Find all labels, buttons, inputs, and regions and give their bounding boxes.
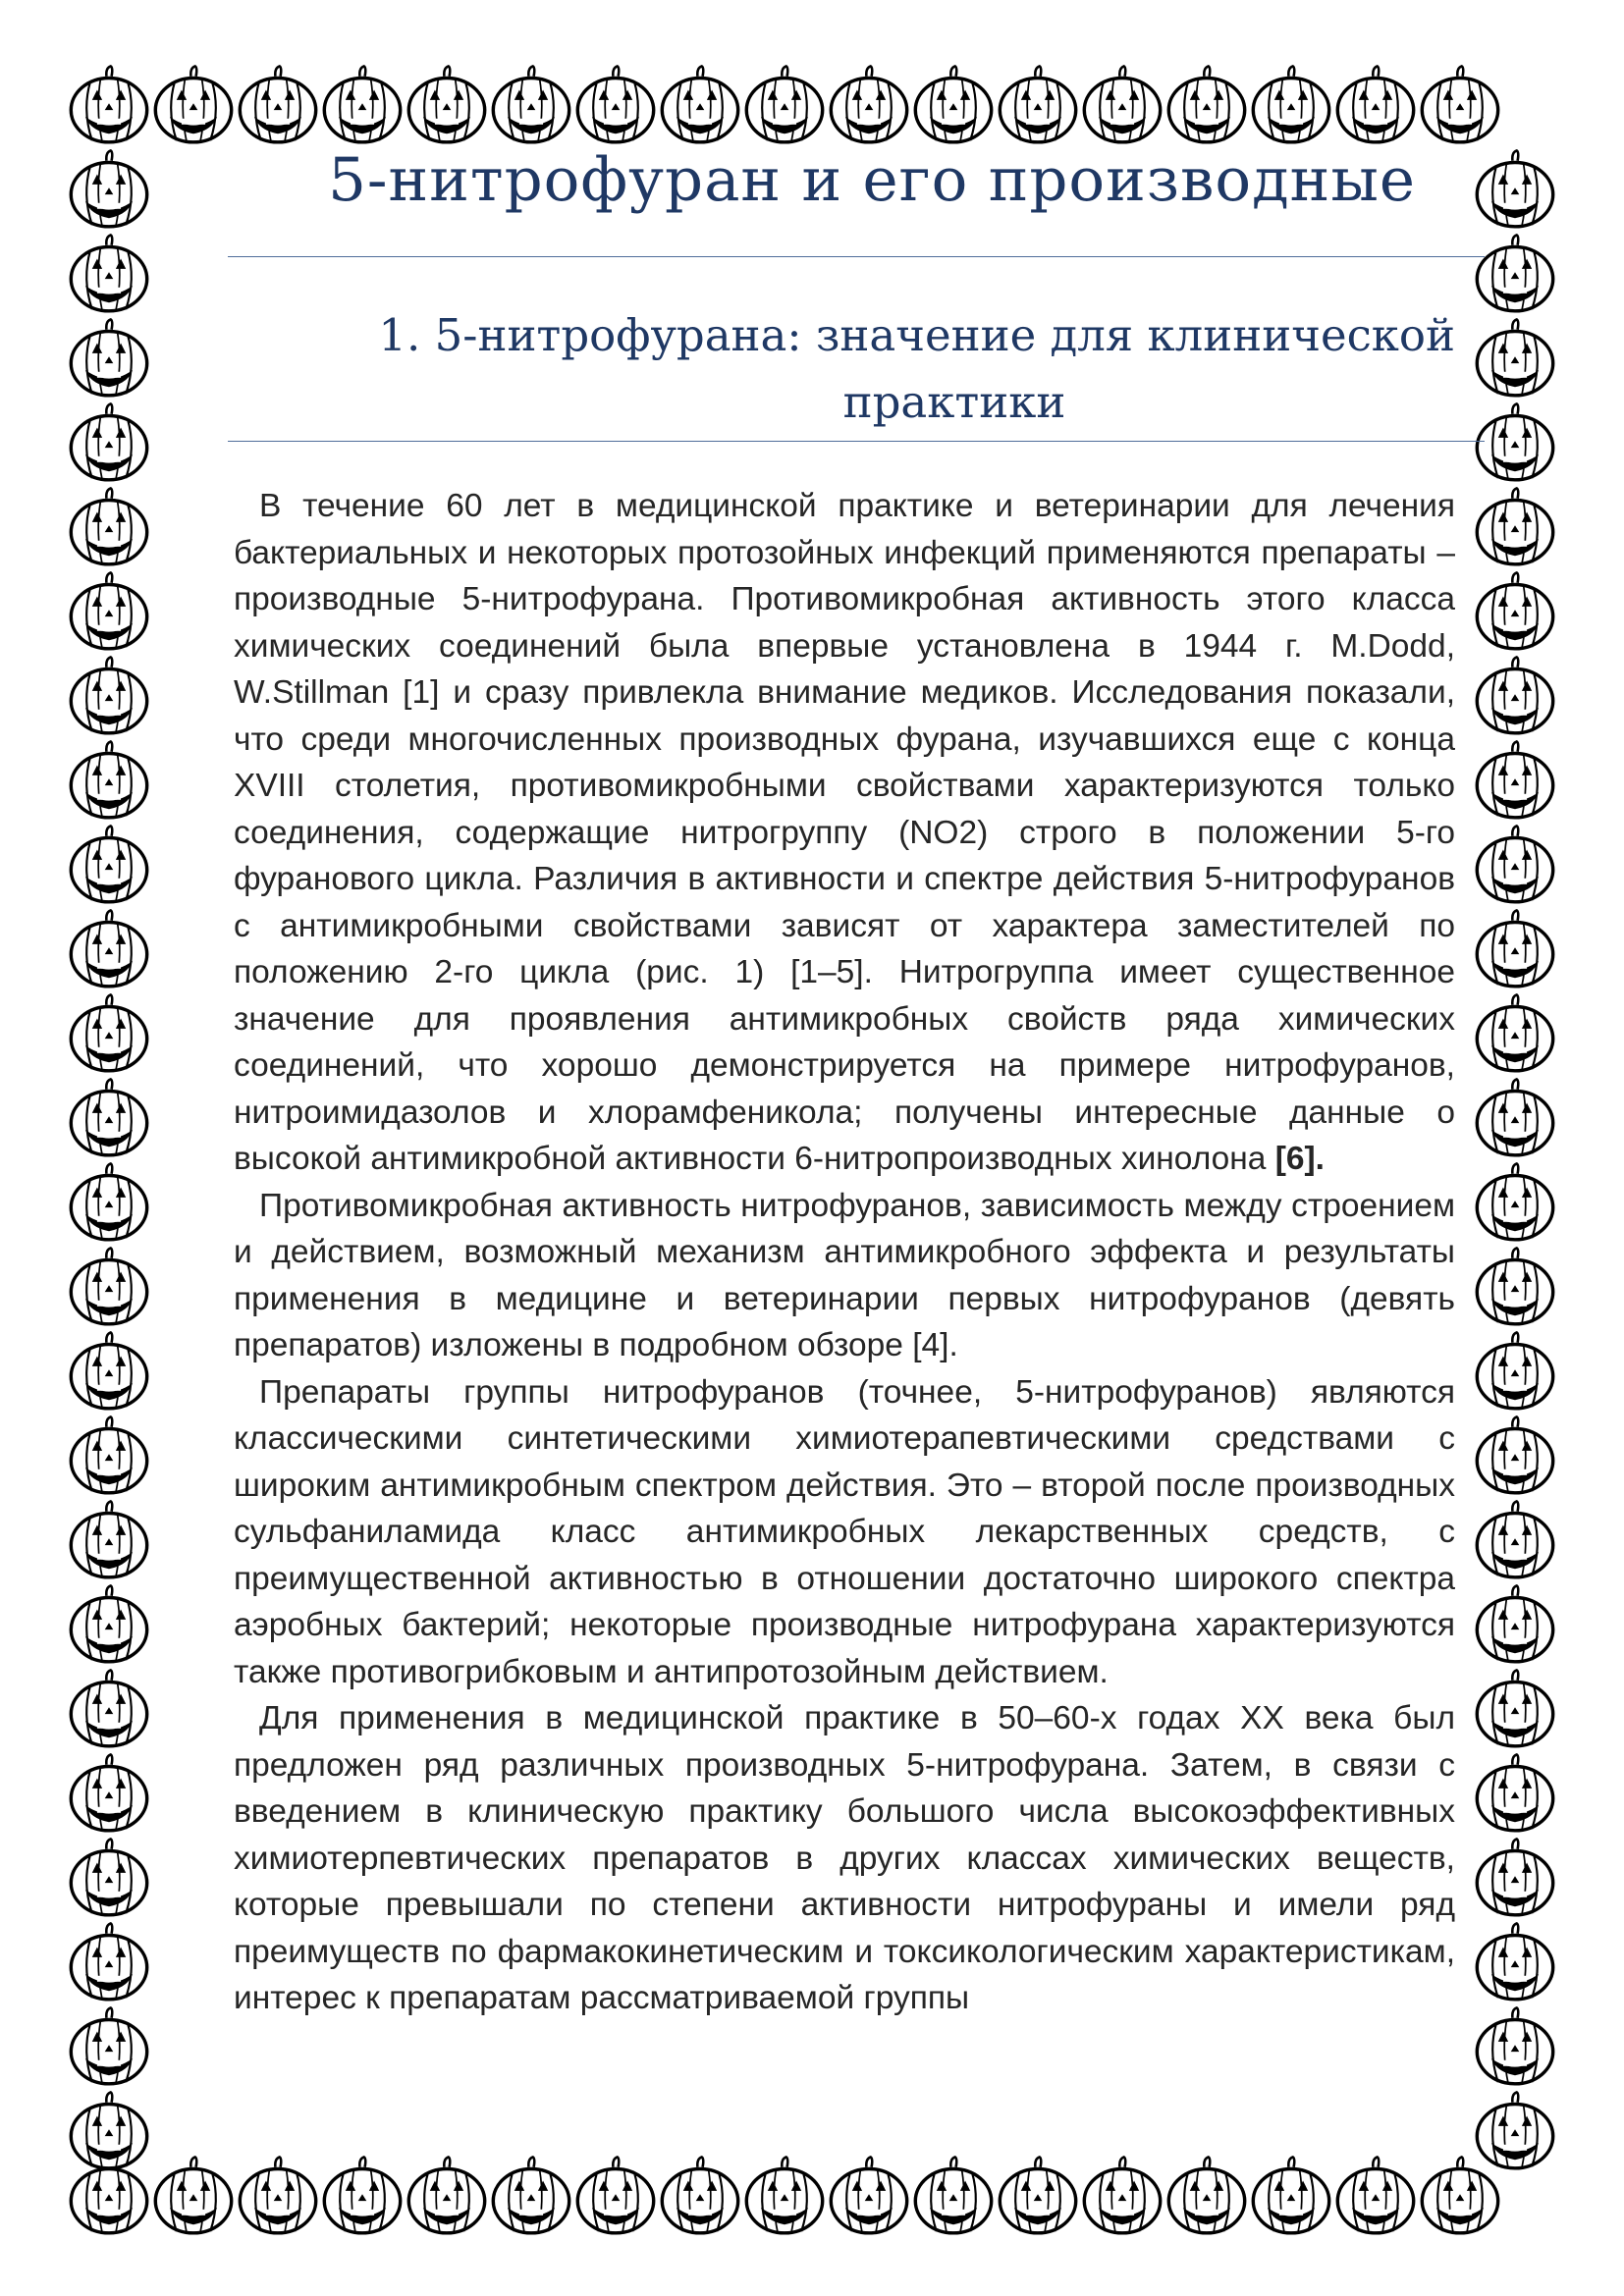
jack-o-lantern-icon xyxy=(1473,400,1557,485)
jack-o-lantern-icon xyxy=(573,2154,658,2238)
jack-o-lantern-icon xyxy=(67,1751,151,1836)
paragraph-2: Противомикробная активность нитрофуранов, зависимость между строением и действием, возможный механизм антимикробного эффекта и результаты применения в медицине и ветеринарии первых нитрофуранов (девять препаратов) изложены в подробном обзоре [4]. xyxy=(234,1187,1455,1364)
pumpkin-border-top xyxy=(67,63,1502,147)
section-divider xyxy=(228,441,1485,442)
jack-o-lantern-icon xyxy=(67,907,151,991)
jack-o-lantern-icon xyxy=(1080,63,1164,147)
jack-o-lantern-icon xyxy=(1473,1160,1557,1245)
jack-o-lantern-icon xyxy=(236,2154,320,2238)
jack-o-lantern-icon xyxy=(1473,485,1557,569)
pumpkin-border-right xyxy=(1473,147,1557,2173)
jack-o-lantern-icon xyxy=(67,2004,151,2089)
jack-o-lantern-icon xyxy=(67,654,151,738)
jack-o-lantern-icon xyxy=(1080,2154,1164,2238)
paragraph-4: Для применения в медицинской практике в 50–60-х годах XX века был предложен ряд различных производных 5-нитрофурана. Затем, в связи с введением в клиническую практику большого числа высокоэффективных химиотерпевтических препаратов в других классах химических веществ, которые превышали по степени активности нитрофураны и имели ряд преимуществ по фармакокинетическим и токсикологическим характеристикам, интерес к препаратам рассматриваемой группы xyxy=(234,1700,1455,2017)
jack-o-lantern-icon xyxy=(827,63,911,147)
jack-o-lantern-icon xyxy=(320,2154,405,2238)
jack-o-lantern-icon xyxy=(1473,569,1557,654)
section-heading xyxy=(228,302,1485,435)
jack-o-lantern-icon xyxy=(996,63,1080,147)
jack-o-lantern-icon xyxy=(67,1498,151,1582)
jack-o-lantern-icon xyxy=(1473,1245,1557,1329)
jack-o-lantern-icon xyxy=(1473,823,1557,907)
jack-o-lantern-icon xyxy=(742,2154,827,2238)
jack-o-lantern-icon xyxy=(67,991,151,1076)
jack-o-lantern-icon xyxy=(658,63,742,147)
jack-o-lantern-icon xyxy=(67,1414,151,1498)
jack-o-lantern-icon xyxy=(67,316,151,400)
jack-o-lantern-icon xyxy=(1473,907,1557,991)
jack-o-lantern-icon xyxy=(67,400,151,485)
jack-o-lantern-icon xyxy=(67,1836,151,1920)
jack-o-lantern-icon xyxy=(405,2154,489,2238)
jack-o-lantern-icon xyxy=(67,63,151,147)
jack-o-lantern-icon xyxy=(1473,1076,1557,1160)
jack-o-lantern-icon xyxy=(1473,1498,1557,1582)
jack-o-lantern-icon xyxy=(67,232,151,316)
jack-o-lantern-icon xyxy=(1473,1582,1557,1667)
jack-o-lantern-icon xyxy=(489,63,573,147)
jack-o-lantern-icon xyxy=(489,2154,573,2238)
jack-o-lantern-icon xyxy=(742,63,827,147)
jack-o-lantern-icon xyxy=(1473,738,1557,823)
jack-o-lantern-icon xyxy=(1473,2089,1557,2173)
section-heading-line2: практики xyxy=(842,375,1066,428)
jack-o-lantern-icon xyxy=(573,63,658,147)
jack-o-lantern-icon xyxy=(1249,2154,1333,2238)
jack-o-lantern-icon xyxy=(151,63,236,147)
paragraph-1-text: В течение 60 лет в медицинской практике и ветеринарии для лечения бактериальных и некоторых протозойных инфекций применяются препараты – производные 5-нитрофурана. Противомикробная активность этого класса химических соединений была впервые установлена в 1944 г. M.Dodd, W.Stillman [1] и сразу привлекла внимание медиков. Исследования показали, что среди многочисленных производных фурана, изучавшихся еще с конца XVIII столетия, противомикробными свойствами характеризуются только соединения, содержащие нитрогруппу (NO2) строго в положении 5-го фуранового цикла. Различия в активности и спектре действия 5-нитрофуранов с антимикробными свойствами зависят от характера заместителей по положению 2-го цикла (рис. 1) [1–5]. Нитрогруппа имеет существенное значение для проявления антимикробных свойств ряда химических соединений, что хорошо демонстрируется на примере нитрофуранов, нитроимидазолов и хлорамфеникола; получены интересные данные о высокой антимикробной активности 6-нитропроизводных хинолона xyxy=(234,488,1455,1178)
jack-o-lantern-icon xyxy=(827,2154,911,2238)
paragraph-3: Препараты группы нитрофуранов (точнее, 5-нитрофуранов) являются классическими синтетическими химиотерапевтическими средствами с широким антимикробным спектром действия. Это – второй после производных сульфаниламида класс антимикробных лекарственных средств, с преимущественной активностью в отношении достаточно широкого спектра аэробных бактерий; некоторые производные нитрофурана характеризуются также противогрибковым и антипротозойным действием. xyxy=(234,1373,1455,1690)
jack-o-lantern-icon xyxy=(67,1582,151,1667)
page-title: 5-нитрофуран и его производные xyxy=(328,145,1416,215)
jack-o-lantern-icon xyxy=(911,63,996,147)
citation-bold: [6]. xyxy=(1274,1141,1325,1178)
body-text xyxy=(228,483,1485,2022)
title-divider xyxy=(228,256,1485,257)
jack-o-lantern-icon xyxy=(67,823,151,907)
jack-o-lantern-icon xyxy=(320,63,405,147)
jack-o-lantern-icon xyxy=(1333,63,1418,147)
jack-o-lantern-icon xyxy=(67,1160,151,1245)
jack-o-lantern-icon xyxy=(1473,654,1557,738)
jack-o-lantern-icon xyxy=(1418,63,1502,147)
jack-o-lantern-icon xyxy=(67,738,151,823)
jack-o-lantern-icon xyxy=(67,147,151,232)
jack-o-lantern-icon xyxy=(911,2154,996,2238)
jack-o-lantern-icon xyxy=(1473,316,1557,400)
jack-o-lantern-icon xyxy=(1473,1329,1557,1414)
pumpkin-border-left xyxy=(67,147,151,2173)
jack-o-lantern-icon xyxy=(1473,991,1557,1076)
jack-o-lantern-icon xyxy=(1473,1751,1557,1836)
jack-o-lantern-icon xyxy=(1249,63,1333,147)
document-page xyxy=(228,147,1485,2130)
jack-o-lantern-icon xyxy=(1333,2154,1418,2238)
jack-o-lantern-icon xyxy=(405,63,489,147)
jack-o-lantern-icon xyxy=(1473,147,1557,232)
paragraph-1 xyxy=(234,483,1455,1183)
jack-o-lantern-icon xyxy=(1473,1414,1557,1498)
jack-o-lantern-icon xyxy=(67,569,151,654)
jack-o-lantern-icon xyxy=(67,1245,151,1329)
jack-o-lantern-icon xyxy=(236,63,320,147)
jack-o-lantern-icon xyxy=(67,485,151,569)
jack-o-lantern-icon xyxy=(1164,2154,1249,2238)
jack-o-lantern-icon xyxy=(67,1667,151,1751)
jack-o-lantern-icon xyxy=(1473,1920,1557,2004)
jack-o-lantern-icon xyxy=(67,1329,151,1414)
jack-o-lantern-icon xyxy=(67,1920,151,2004)
jack-o-lantern-icon xyxy=(1473,232,1557,316)
jack-o-lantern-icon xyxy=(1473,2004,1557,2089)
section-heading-line1: 1. 5-нитрофурана: значение для клинической xyxy=(378,309,1455,362)
jack-o-lantern-icon xyxy=(67,1076,151,1160)
jack-o-lantern-icon xyxy=(67,2089,151,2173)
jack-o-lantern-icon xyxy=(1473,1667,1557,1751)
jack-o-lantern-icon xyxy=(996,2154,1080,2238)
jack-o-lantern-icon xyxy=(1473,1836,1557,1920)
jack-o-lantern-icon xyxy=(658,2154,742,2238)
jack-o-lantern-icon xyxy=(1164,63,1249,147)
jack-o-lantern-icon xyxy=(151,2154,236,2238)
pumpkin-border-bottom xyxy=(67,2154,1502,2238)
